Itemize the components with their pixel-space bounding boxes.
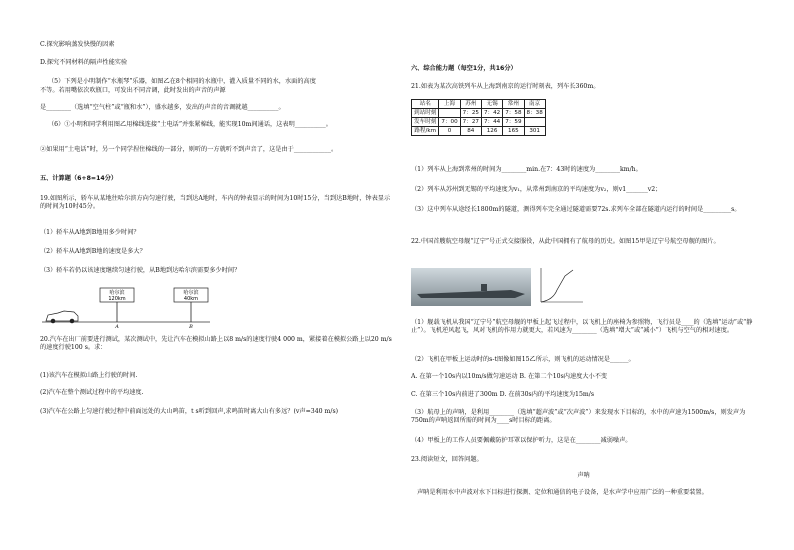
cell: 7：59	[503, 118, 524, 127]
cell	[524, 118, 545, 127]
passage-title: 声呐	[577, 472, 590, 479]
cell: 7：42	[481, 109, 502, 118]
sign-a	[100, 288, 134, 322]
q19-figure	[42, 284, 212, 328]
q5-line3: 是________（选填“空气柱”或“瓶和水”），盛水越多，发出的声音的音调就越__________。	[40, 104, 285, 111]
passage-paragraph: 声呐是利用水中声波对水下目标进行探测、定位和通信的电子设备，是水声学中应用广泛的一种重要装置。	[417, 489, 708, 496]
cell: 7：00	[439, 118, 460, 127]
q20-sub1: (1)该汽车在模拟山路上行驶的时间.	[40, 372, 138, 379]
sign-b-city: 哈尔滨	[183, 290, 199, 296]
section-5-title: 五、计算题（6+8=14分）	[40, 175, 118, 182]
q5-line2: 不等。若用嘴依次吹瓶口，可发出不同音调，此时发出的声音的声源	[40, 87, 226, 94]
q21-sub1: （1）列车从上海到常州的时间为________min.在7：43时的速度为________km/h。	[411, 166, 642, 173]
q5-line1: （5）下列是小明制作“水瓶琴”乐器，如图乙在8个相同的水瓶中，灌入质量不同的水，水面的高度	[48, 78, 316, 85]
cell: 到站时刻	[412, 109, 439, 118]
option-c: C.探究影响蒸发快慢的因素	[40, 41, 115, 48]
timetable-header	[412, 100, 546, 109]
st-curve	[541, 270, 573, 302]
cell	[439, 109, 460, 118]
th-shanghai: 上海	[439, 100, 460, 109]
q23-stem: 23.阅读短文，回答问题。	[411, 456, 483, 463]
q6-part2: ②如果用“土电话”时，另一个同学捏住棉线的一部分，则听的一方就听不到声音了，这是由于____________。	[40, 146, 338, 153]
th-changzhou: 常州	[503, 100, 524, 109]
car-icon	[46, 311, 78, 323]
q20-sub3: (3)汽车在公路上匀速行驶过程中前面远处的大山鸣笛，t s听到回声,求鸣笛时离大山有多远？(v声=340 m/s)	[40, 408, 339, 415]
q21-sub3: （3）这中列车从途经长1800m的隧道，测得列车完全通过隧道需要72s.求列车全部在隧道内运行的时间是_________s。	[411, 206, 741, 213]
th-wuxi: 无锡	[481, 100, 502, 109]
carrier-photo	[411, 268, 531, 306]
table-row	[412, 109, 546, 118]
q21-sub2: （2）列车从苏州到无锡的平均速度为v₁，从常州到南京的平均速度为v₂，则v1_______v2；	[411, 186, 662, 193]
sign-a-city: 哈尔滨	[109, 290, 125, 296]
q21-stem: 21.如表为某次高铁列车从上海到南京的运行时刻表，列车长360m。	[411, 83, 600, 90]
q19-sub2: （2）轿车从A地到B地的速度是多大？	[40, 248, 146, 255]
q19-sub1: （1）轿车从A地到B地用多少时间？	[40, 229, 140, 236]
cell: 8：38	[524, 109, 545, 118]
st-graph	[535, 266, 585, 308]
q19-sub3: （3）轿车若仍以该速度继续匀速行驶，从B地到达哈尔滨需要多少时间？	[40, 267, 241, 274]
label-a: A	[115, 324, 119, 328]
label-b: B	[189, 324, 193, 328]
table-row	[412, 127, 546, 136]
cell: 7：44	[481, 118, 502, 127]
th-nanjing: 南京	[524, 100, 545, 109]
q22-stem: 22.中国首艘航空母舰“辽宁”号正式交接服役，从此中国拥有了航母的历史。如图15甲是辽宁号航空母舰的图片。	[411, 238, 720, 245]
cell: 7：25	[460, 109, 481, 118]
cell: 301	[524, 127, 545, 136]
q22-sub1: （1）舰载飞机从我国“辽宁号”航空母舰的甲板上起飞过程中，以飞机上的座椅为参照物，飞行员是____的（选填“运动”或“静止”）。飞机逆风起飞，风对飞机的作用力就更大，若风速为________（选填“增大”或“减小”）飞机与空气的相对速度。	[411, 319, 753, 334]
q6-part1: （6）①小明和同学利用图乙用棉线连接“土电话”并张紧棉线，能实现10m间通话，这表明__________。	[48, 121, 332, 128]
q22-sub3: （3）航母上的声呐，是利用________（选填“超声波”或“次声波”）来发现水下目标的，水中的声速为1500m/s，则发声为750m的声呐返回所需的时间为____s时目标的距离。	[411, 409, 746, 424]
cell: 7：27	[460, 118, 481, 127]
q22-option-cd: C. 在第三个10s内前进了300m D. 在前30s内的平均速度为15m/s	[411, 391, 595, 398]
section-6-title: 六、综合能力题（每空1分，共16分）	[411, 65, 517, 72]
cell: 165	[503, 127, 524, 136]
cell: 126	[481, 127, 502, 136]
cell: 7：58	[503, 109, 524, 118]
q20-sub2: (2)汽车在整个测试过程中的平均速度.	[40, 389, 144, 396]
option-d: D.探究不同材料的隔声性能实验	[40, 59, 128, 66]
cell: 84	[460, 127, 481, 136]
q22-sub4: （4）甲板上的工作人员要佩戴防护耳罩以保护听力，这是在________减弱噪声。	[411, 437, 632, 444]
sign-b-dist: 40km	[183, 296, 199, 302]
timetable	[411, 99, 546, 136]
q20-stem: 20.汽车在出厂前要进行测试，某次测试中，先让汽车在模拟山路上以8 m/s的速度行驶4 000 m，紧接着在模拟公路上以20 m/s的速度行驶100 s。求：	[40, 336, 392, 351]
cell: 发车时刻	[412, 118, 439, 127]
cell: 路程/km	[412, 127, 439, 136]
table-row	[412, 118, 546, 127]
carrier-ship-icon	[417, 290, 525, 298]
sign-a-dist: 120km	[108, 296, 126, 302]
q22-sub2: （2）飞机在甲板上运动时的s-t图像如图15乙所示，则飞机的运动情况是______。	[411, 356, 635, 363]
q19-stem: 19.如图所示，轿车从某地往哈尔滨方向匀速行驶，当到达A地时，车内的钟表显示的时间为10时15分，当到达B地时，钟表显示的时间为10时45分。	[40, 195, 391, 210]
sign-b	[174, 288, 208, 322]
th-suzhou: 苏州	[460, 100, 481, 109]
q22-option-ab: A. 在第一个10s内以10m/s做匀速运动 B. 在第二个10s内速度大小不变	[411, 373, 608, 380]
th-station: 站名	[412, 100, 439, 109]
cell: 0	[439, 127, 460, 136]
